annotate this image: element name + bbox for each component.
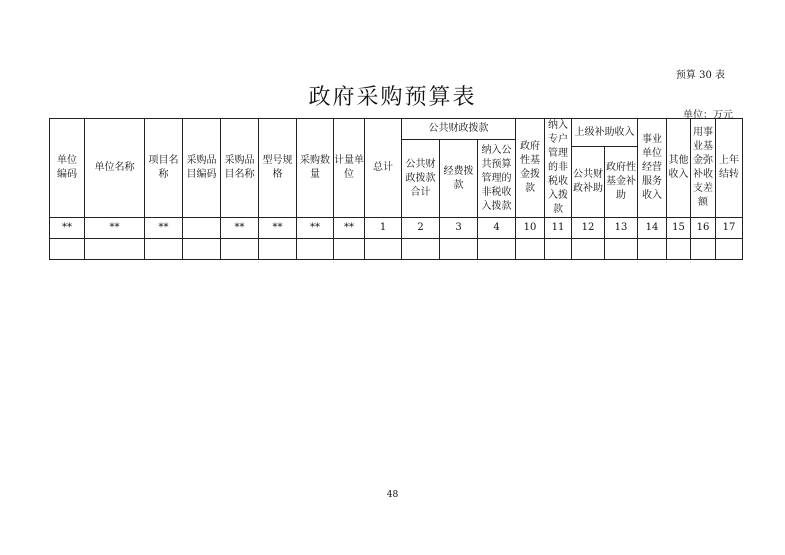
header-nontax-public: 纳入公 共预算 管理的 非税收 入拨款 (478, 140, 516, 218)
header-total: 总计 (365, 119, 402, 218)
header-deficit: 用事 业基 金弥 补收 支差 额 (691, 119, 716, 218)
index-cell: ** (334, 218, 365, 239)
header-carryover: 上年 结转 (716, 119, 743, 218)
page-title: 政府采购预算表 (308, 85, 477, 110)
header-project-name: 项目名 称 (145, 119, 183, 218)
index-cell: ** (145, 218, 183, 239)
index-cell: ** (221, 218, 259, 239)
header-item-name: 采购品 目名称 (221, 119, 259, 218)
header-item-code: 采购品 目编码 (183, 119, 221, 218)
index-row (50, 218, 743, 239)
header-spec: 型号规 格 (259, 119, 297, 218)
index-cell: ** (50, 218, 85, 239)
header-public-total: 公共财 政拨款 合计 (402, 140, 440, 218)
index-cell: 17 (716, 218, 743, 239)
header-other-income: 其他 收入 (667, 119, 691, 218)
index-cell: 3 (440, 218, 478, 239)
index-cell: 11 (545, 218, 572, 239)
index-cell: 1 (365, 218, 402, 239)
index-cell: ** (297, 218, 334, 239)
header-upper-subsidy-group: 上级补助收入 (572, 119, 638, 147)
header-gov-fund: 政府 性基 金拨 款 (516, 119, 545, 218)
procurement-budget-table (49, 118, 743, 260)
empty-row (50, 239, 743, 260)
header-public-subsidy: 公共财 政补助 (572, 147, 605, 218)
page-number: 48 (386, 490, 399, 500)
index-cell: 4 (478, 218, 516, 239)
header-business-income: 事业 单位 经营 服务 收入 (638, 119, 667, 218)
index-cell: 12 (572, 218, 605, 239)
index-cell: 14 (638, 218, 667, 239)
header-unit-name: 单位名称 (85, 119, 145, 218)
index-cell (183, 218, 221, 239)
index-cell: ** (259, 218, 297, 239)
header-unit-code: 单位 编码 (50, 119, 85, 218)
header-gov-fund-subsidy: 政府性 基金补 助 (605, 147, 638, 218)
index-cell: 10 (516, 218, 545, 239)
index-cell: 15 (667, 218, 691, 239)
header-public-finance-group: 公共财政拨款 (402, 119, 516, 140)
index-cell: 16 (691, 218, 716, 239)
index-cell: 13 (605, 218, 638, 239)
table-number: 预算 30 表 (675, 70, 725, 81)
header-measure-unit: 计量单 位 (334, 119, 365, 218)
header-funding: 经费拨 款 (440, 140, 478, 218)
unit-label: 单位：万元 (683, 110, 733, 121)
header-quantity: 采购数 量 (297, 119, 334, 218)
index-cell: 2 (402, 218, 440, 239)
index-cell: ** (85, 218, 145, 239)
header-special-nontax: 纳入 专户 管理 的非 税收 入拨 款 (545, 119, 572, 218)
